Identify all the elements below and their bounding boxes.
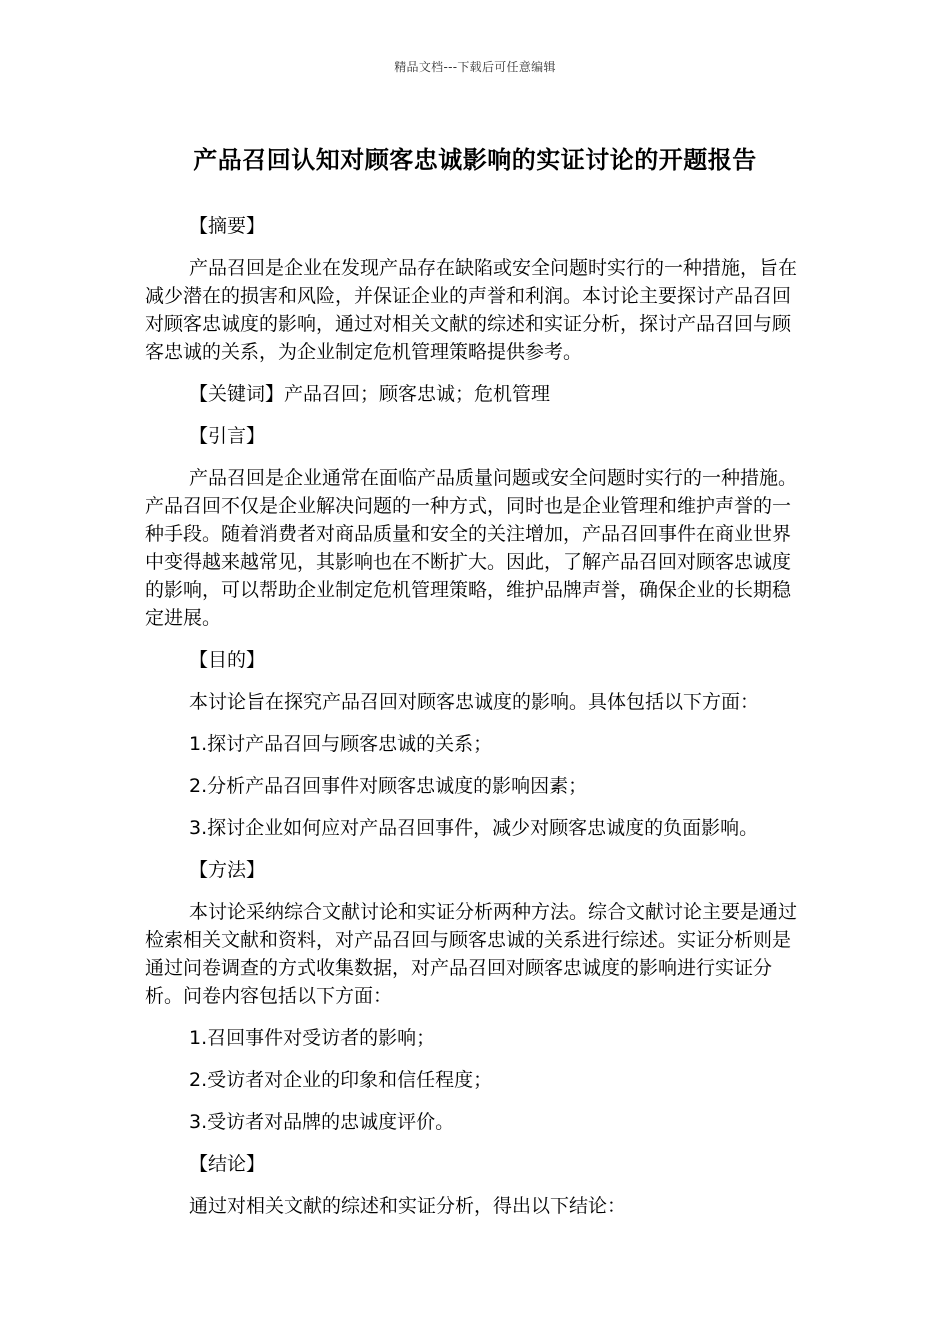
method-list-item: 2.受访者对企业的印象和信任程度；	[189, 1069, 493, 1091]
document-title: 产品召回认知对顾客忠诚影响的实证讨论的开题报告	[193, 146, 757, 174]
intro-heading: 【引言】	[189, 425, 266, 447]
abstract-paragraph: 产品召回是企业在发现产品存在缺陷或安全问题时实行的一种措施，旨在减少潜在的损害和风险，并保证企业的声誉和利润。本讨论主要探讨产品召回对顾客忠诚度的影响，通过对相关文献的综述和实证分析，探讨产品召回与顾客忠诚的关系，为企业制定危机管理策略提供参考。	[145, 257, 798, 363]
conclusion-heading: 【结论】	[189, 1153, 266, 1175]
method-heading: 【方法】	[189, 859, 266, 881]
method-list-item: 1.召回事件对受访者的影响；	[189, 1027, 436, 1049]
purpose-list-item: 2.分析产品召回事件对顾客忠诚度的影响因素；	[189, 775, 588, 797]
purpose-heading: 【目的】	[189, 649, 266, 671]
method-list-item: 3.受访者对品牌的忠诚度评价。	[189, 1111, 455, 1133]
purpose-list-item: 3.探讨企业如何应对产品召回事件，减少对顾客忠诚度的负面影响。	[189, 817, 759, 839]
intro-paragraph: 产品召回是企业通常在面临产品质量问题或安全问题时实行的一种措施。产品召回不仅是企业解决问题的一种方式，同时也是企业管理和维护声誉的一种手段。随着消费者对商品质量和安全的关注增加，产品召回事件在商业世界中变得越来越常见，其影响也在不断扩大。因此，了解产品召回对顾客忠诚度的影响，可以帮助企业制定危机管理策略，维护品牌声誉，确保企业的长期稳定进展。	[145, 467, 798, 629]
purpose-intro: 本讨论旨在探究产品召回对顾客忠诚度的影响。具体包括以下方面：	[189, 691, 760, 713]
abstract-heading: 【摘要】	[189, 215, 266, 237]
method-paragraph: 本讨论采纳综合文献讨论和实证分析两种方法。综合文献讨论主要是通过检索相关文献和资料，对产品召回与顾客忠诚的关系进行综述。实证分析则是通过问卷调查的方式收集数据，对产品召回对顾客忠诚度的影响进行实证分析。问卷内容包括以下方面：	[145, 901, 798, 1007]
keywords-line: 【关键词】产品召回；顾客忠诚；危机管理	[189, 383, 551, 405]
document-body	[145, 212, 805, 1234]
conclusion-intro: 通过对相关文献的综述和实证分析，得出以下结论：	[189, 1195, 627, 1217]
page-header: 精品文档---下载后可任意编辑	[394, 60, 556, 74]
purpose-list-item: 1.探讨产品召回与顾客忠诚的关系；	[189, 733, 493, 755]
